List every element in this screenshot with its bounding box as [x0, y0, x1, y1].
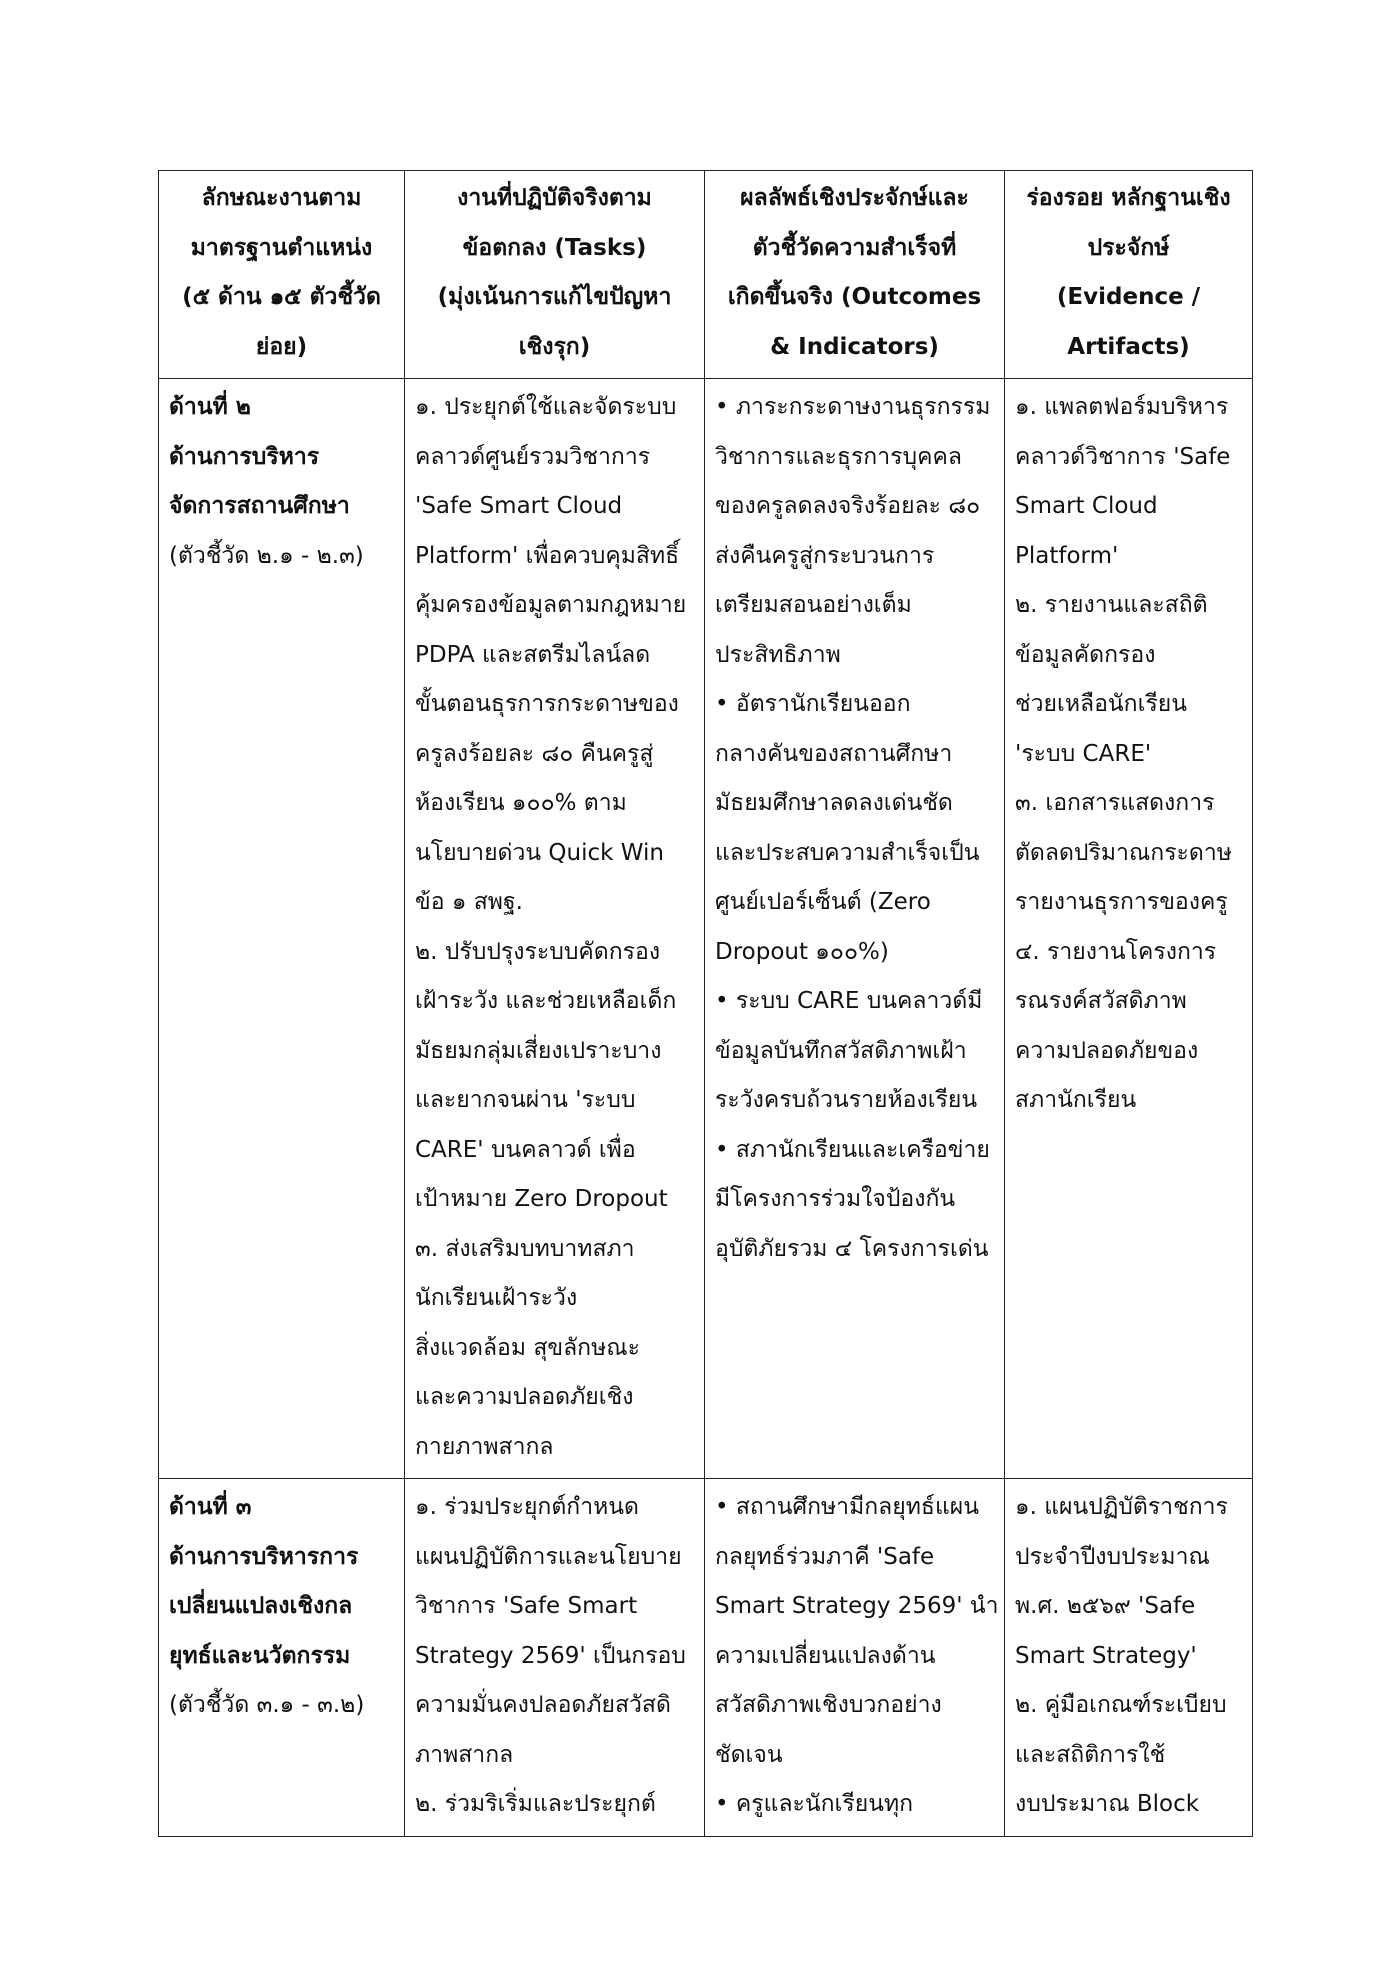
text-line: เฝ้าระวัง และช่วยเหลือเด็ก: [415, 988, 677, 1014]
text-line: ๔. รายงานโครงการ: [1015, 938, 1217, 965]
text-line: ด้านที่ ๓: [169, 1494, 252, 1520]
aspect-title: [169, 1483, 394, 1681]
text-line: ของครูลดลงจริงร้อยละ ๘๐: [715, 493, 981, 519]
text-line: • ครูและนักเรียนทุก: [715, 1791, 914, 1817]
text-line: เปลี่ยนแปลงเชิงกล: [169, 1593, 353, 1619]
text-line: ภาพสากล: [415, 1741, 514, 1768]
text-line: ชัดเจน: [715, 1741, 783, 1768]
text-line: ๑. แพลตฟอร์มบริหาร: [1015, 394, 1229, 420]
aspect-indicator: (ตัวชี้วัด ๒.๑ - ๒.๓): [169, 542, 364, 569]
text-line: ศูนย์เปอร์เซ็นต์ (Zero: [715, 889, 931, 915]
text-line: สภานักเรียน: [1015, 1087, 1137, 1113]
tasks-cell: [405, 379, 705, 1479]
evidence-cell: [1005, 1479, 1253, 1837]
text-line: เตรียมสอนอย่างเต็ม: [715, 592, 912, 618]
text-line: วิชาการและธุรการบุคคล: [715, 443, 962, 470]
text-line: มัธยมกลุ่มเสี่ยงเปราะบาง: [415, 1037, 662, 1064]
table-row: [159, 379, 1253, 1479]
text-line: งบประมาณ Block: [1015, 1791, 1200, 1817]
text-line: งานที่ปฏิบัติจริงตาม: [457, 185, 652, 211]
text-line: • สถานศึกษามีกลยุทธ์แผน: [715, 1494, 979, 1520]
text-line: (มุ่งเน้นการแก้ไขปัญหา: [437, 284, 672, 310]
text-line: และความปลอดภัยเชิง: [415, 1384, 634, 1410]
text-line: กลยุทธ์ร่วมภาคี 'Safe: [715, 1543, 935, 1570]
text-line: Dropout ๑๐๐%): [715, 938, 889, 965]
aspect-cell: [159, 379, 405, 1479]
text-line: ข้อ ๑ สพฐ.: [415, 889, 523, 915]
text-line: • อัตรานักเรียนออก: [715, 691, 911, 717]
text-line: คุ้มครองข้อมูลตามกฎหมาย: [415, 592, 687, 618]
text-line: เกิดขึ้นจริง (Outcomes: [727, 284, 982, 310]
text-line: กลางคันของสถานศึกษา: [715, 740, 953, 767]
text-line: ๓. เอกสารแสดงการ: [1015, 790, 1215, 816]
text-line: ตัดลดปริมาณกระดาษ: [1015, 839, 1232, 866]
text-line: นโยบายด่วน Quick Win: [415, 839, 664, 866]
text-line: ตัวชี้วัดความสำเร็จที่: [752, 234, 957, 261]
text-line: 'Safe Smart Cloud: [415, 493, 623, 519]
text-line: ผลลัพธ์เชิงประจักษ์และ: [740, 185, 969, 211]
aspect-cell: [159, 1479, 405, 1837]
text-line: เป้าหมาย Zero Dropout: [415, 1186, 668, 1212]
text-line: ย่อย): [255, 333, 308, 360]
text-line: พ.ศ. ๒๕๖๙ 'Safe: [1015, 1593, 1196, 1619]
text-line: ๓. ส่งเสริมบทบาทสภา: [415, 1235, 635, 1262]
tasks-cell: [405, 1479, 705, 1837]
text-line: ๒. คู่มือเกณฑ์ระเบียบ: [1015, 1692, 1227, 1718]
text-line: ยุทธ์และนวัตกรรม: [169, 1642, 351, 1669]
outcomes-cell: [705, 379, 1005, 1479]
evidence-cell: [1005, 379, 1253, 1479]
text-line: 'ระบบ CARE': [1015, 740, 1152, 767]
text-line: อุบัติภัยรวม ๔ โครงการเด่น: [715, 1235, 989, 1262]
header-row: [159, 171, 1253, 379]
text-line: นักเรียนเฝ้าระวัง: [415, 1285, 578, 1311]
text-line: ๑. ร่วมประยุกต์กำหนด: [415, 1494, 639, 1520]
text-line: ประจำปีงบประมาณ: [1015, 1543, 1210, 1570]
text-line: ด้านการบริหาร: [169, 443, 320, 470]
text-line: มีโครงการร่วมใจป้องกัน: [715, 1186, 956, 1212]
text-line: • สภานักเรียนและเครือข่าย: [715, 1136, 990, 1163]
text-line: ข้อมูลบันทึกสวัสดิภาพเฝ้า: [715, 1037, 967, 1064]
text-line: ข้อมูลคัดกรอง: [1015, 641, 1156, 668]
text-line: ขั้นตอนธุรการกระดาษของ: [415, 691, 679, 717]
text-line: • ภาระกระดาษงานธุรกรรม: [715, 394, 991, 420]
text-line: Platform' เพื่อควบคุมสิทธิ์: [415, 542, 680, 569]
text-line: ประสิทธิภาพ: [715, 641, 841, 668]
text-line: ความมั่นคงปลอดภัยสวัสดิ: [415, 1692, 671, 1718]
text-line: วิชาการ 'Safe Smart: [415, 1593, 638, 1619]
aspect-title: [169, 383, 394, 532]
text-line: เชิงรุก): [518, 333, 591, 360]
header-tasks: [405, 171, 705, 379]
text-line: (Evidence /: [1056, 284, 1201, 310]
text-line: ข้อตกลง (Tasks): [462, 234, 647, 261]
text-line: แผนปฏิบัติการและนโยบาย: [415, 1543, 682, 1570]
table-row: [159, 1479, 1253, 1837]
text-line: ลักษณะงานตาม: [201, 185, 362, 211]
text-line: ๒. ปรับปรุงระบบคัดกรอง: [415, 938, 661, 965]
text-line: และประสบความสำเร็จเป็น: [715, 839, 980, 866]
text-line: ช่วยเหลือนักเรียน: [1015, 691, 1187, 717]
text-line: และยากจนผ่าน 'ระบบ: [415, 1087, 636, 1113]
text-line: ระวังครบถ้วนรายห้องเรียน: [715, 1087, 978, 1113]
text-line: ความปลอดภัยของ: [1015, 1037, 1199, 1064]
text-line: & Indicators): [770, 333, 939, 360]
text-line: Smart Cloud: [1015, 493, 1158, 519]
text-line: • ระบบ CARE บนคลาวด์มี: [715, 988, 983, 1014]
text-line: Strategy 2569' เป็นกรอบ: [415, 1642, 686, 1669]
text-line: ด้านการบริหารการ: [169, 1543, 359, 1570]
text-line: มัธยมศึกษาลดลงเด่นชัด: [715, 790, 953, 816]
text-line: PDPA และสตรีมไลน์ลด: [415, 641, 651, 668]
text-line: สวัสดิภาพเชิงบวกอย่าง: [715, 1692, 942, 1718]
header-aspect: [159, 171, 405, 379]
text-line: ๑. แผนปฏิบัติราชการ: [1015, 1494, 1228, 1520]
text-line: ๒. รายงานและสถิติ: [1015, 592, 1208, 618]
outcomes-cell: [705, 1479, 1005, 1837]
text-line: Artifacts): [1067, 333, 1190, 360]
text-line: ด้านที่ ๒: [169, 394, 251, 420]
text-line: สิ่งแวดล้อม สุขลักษณะ: [415, 1334, 640, 1361]
kpi-table: [158, 170, 1253, 1837]
text-line: ความเปลี่ยนแปลงด้าน: [715, 1642, 936, 1669]
text-line: ๒. ร่วมริเริ่มและประยุกต์: [415, 1791, 656, 1817]
text-line: ครูลงร้อยละ ๘๐ คืนครูสู่: [415, 740, 654, 767]
text-line: และสถิติการใช้: [1015, 1741, 1166, 1768]
text-line: กายภาพสากล: [415, 1433, 554, 1460]
text-line: คลาวด์ศูนย์รวมวิชาการ: [415, 443, 651, 470]
text-line: ร่องรอย หลักฐานเชิง: [1026, 185, 1231, 211]
text-line: รายงานธุรการของครู: [1015, 889, 1228, 915]
aspect-indicator: (ตัวชี้วัด ๓.๑ - ๓.๒): [169, 1692, 365, 1718]
text-line: ๑. ประยุกต์ใช้และจัดระบบ: [415, 394, 677, 420]
text-line: CARE' บนคลาวด์ เพื่อ: [415, 1136, 636, 1163]
text-line: ประจักษ์: [1087, 234, 1170, 261]
text-line: รณรงค์สวัสดิภาพ: [1015, 988, 1187, 1014]
text-line: คลาวด์วิชาการ 'Safe: [1015, 443, 1231, 470]
text-line: ส่งคืนครูสู่กระบวนการ: [715, 542, 935, 569]
text-line: Platform': [1015, 542, 1119, 569]
text-line: ห้องเรียน ๑๐๐% ตาม: [415, 790, 627, 816]
text-line: จัดการสถานศึกษา: [169, 493, 350, 519]
text-line: (๕ ด้าน ๑๕ ตัวชี้วัด: [182, 284, 381, 310]
text-line: มาตรฐานตำแหน่ง: [190, 234, 373, 261]
text-line: Smart Strategy 2569' นำ: [715, 1593, 999, 1619]
header-outcomes: [705, 171, 1005, 379]
text-line: Smart Strategy': [1015, 1642, 1197, 1669]
header-evidence: [1005, 171, 1253, 379]
